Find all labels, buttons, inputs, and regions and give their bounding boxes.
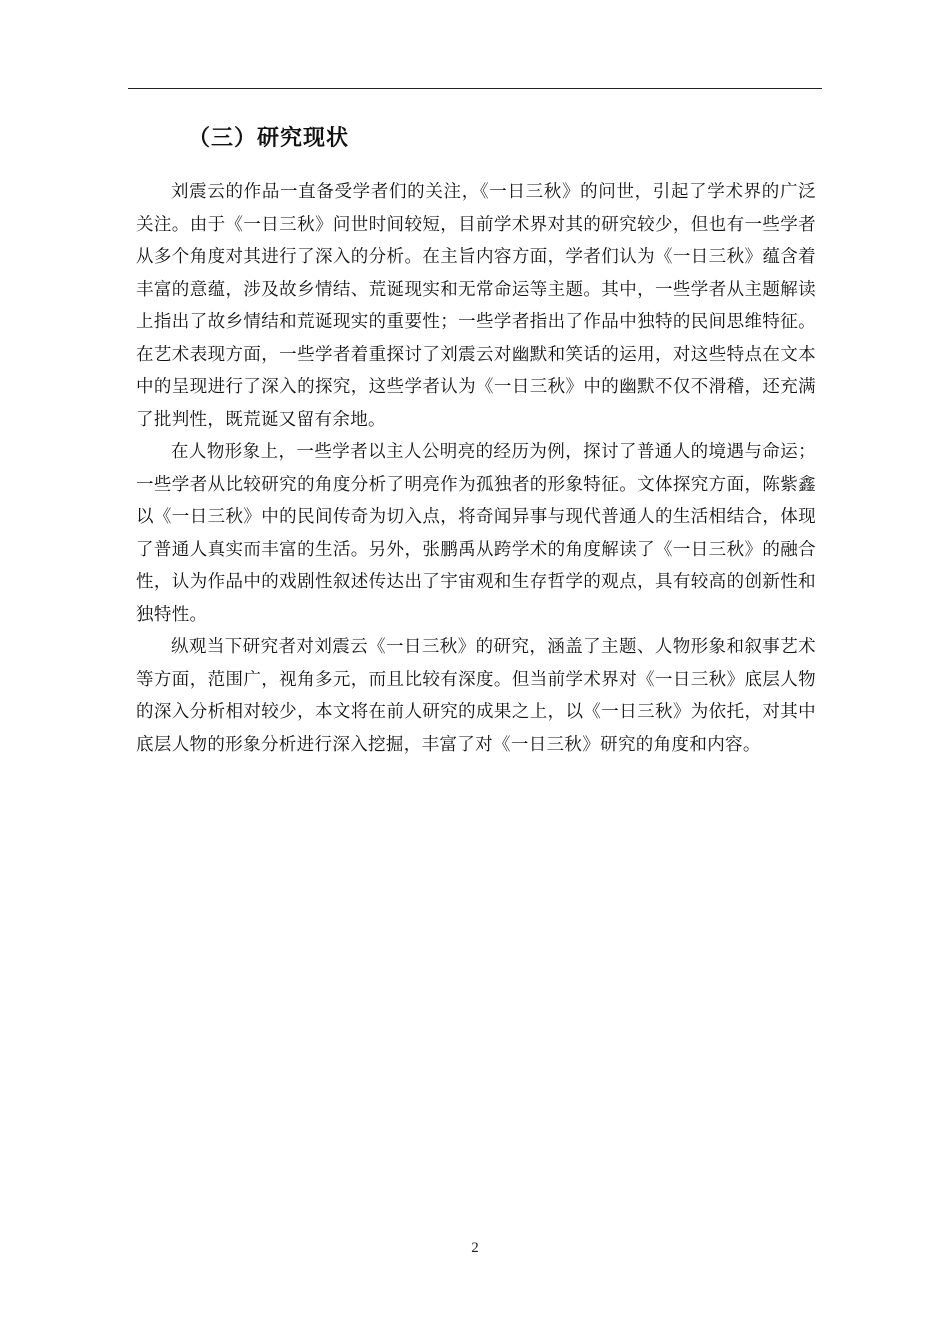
paragraph-1: 刘震云的作品一直备受学者们的关注，《一日三秋》的问世，引起了学术界的广泛关注。由于《一日三秋》问世时间较短，目前学术界对其的研究较少，但也有一些学者从多个角度对其进行了深入的分析。在主旨内容方面，学者们认为《一日三秋》蕴含着丰富的意蕴，涉及故乡情结、荒诞现实和无常命运等主题。其中，一些学者从主题解读上指出了故乡情结和荒诞现实的重要性；一些学者指出了作品中独特的民间思维特征。在艺术表现方面，一些学者着重探讨了刘震云对幽默和笑话的运用，对这些特点在文本中的呈现进行了深入的探究，这些学者认为《一日三秋》中的幽默不仅不滑稽，还充满了批判性，既荒诞又留有余地。 [136,182,816,430]
body-text [136,176,816,761]
header-rule [128,88,822,89]
paragraph-2: 在人物形象上，一些学者以主人公明亮的经历为例，探讨了普通人的境遇与命运；一些学者从比较研究的角度分析了明亮作为孤独者的形象特征。文体探究方面，陈紫鑫以《一日三秋》中的民间传奇为切入点，将奇闻异事与现代普通人的生活相结合，体现了普通人真实而丰富的生活。另外，张鹏禹从跨学术的角度解读了《一日三秋》的融合性，认为作品中的戏剧性叙述传达出了宇宙观和生存哲学的观点，具有较高的创新性和独特性。 [136,442,816,625]
page-number: 2 [471,1240,479,1256]
section-heading: （三）研究现状 [188,126,350,151]
paragraph-3: 纵观当下研究者对刘震云《一日三秋》的研究，涵盖了主题、人物形象和叙事艺术等方面，范围广，视角多元，而且比较有深度。但当前学术界对《一日三秋》底层人物的深入分析相对较少，本文将在前人研究的成果之上，以《一日三秋》为依托，对其中底层人物的形象分析进行深入挖掘，丰富了对《一日三秋》研究的角度和内容。 [136,637,816,755]
